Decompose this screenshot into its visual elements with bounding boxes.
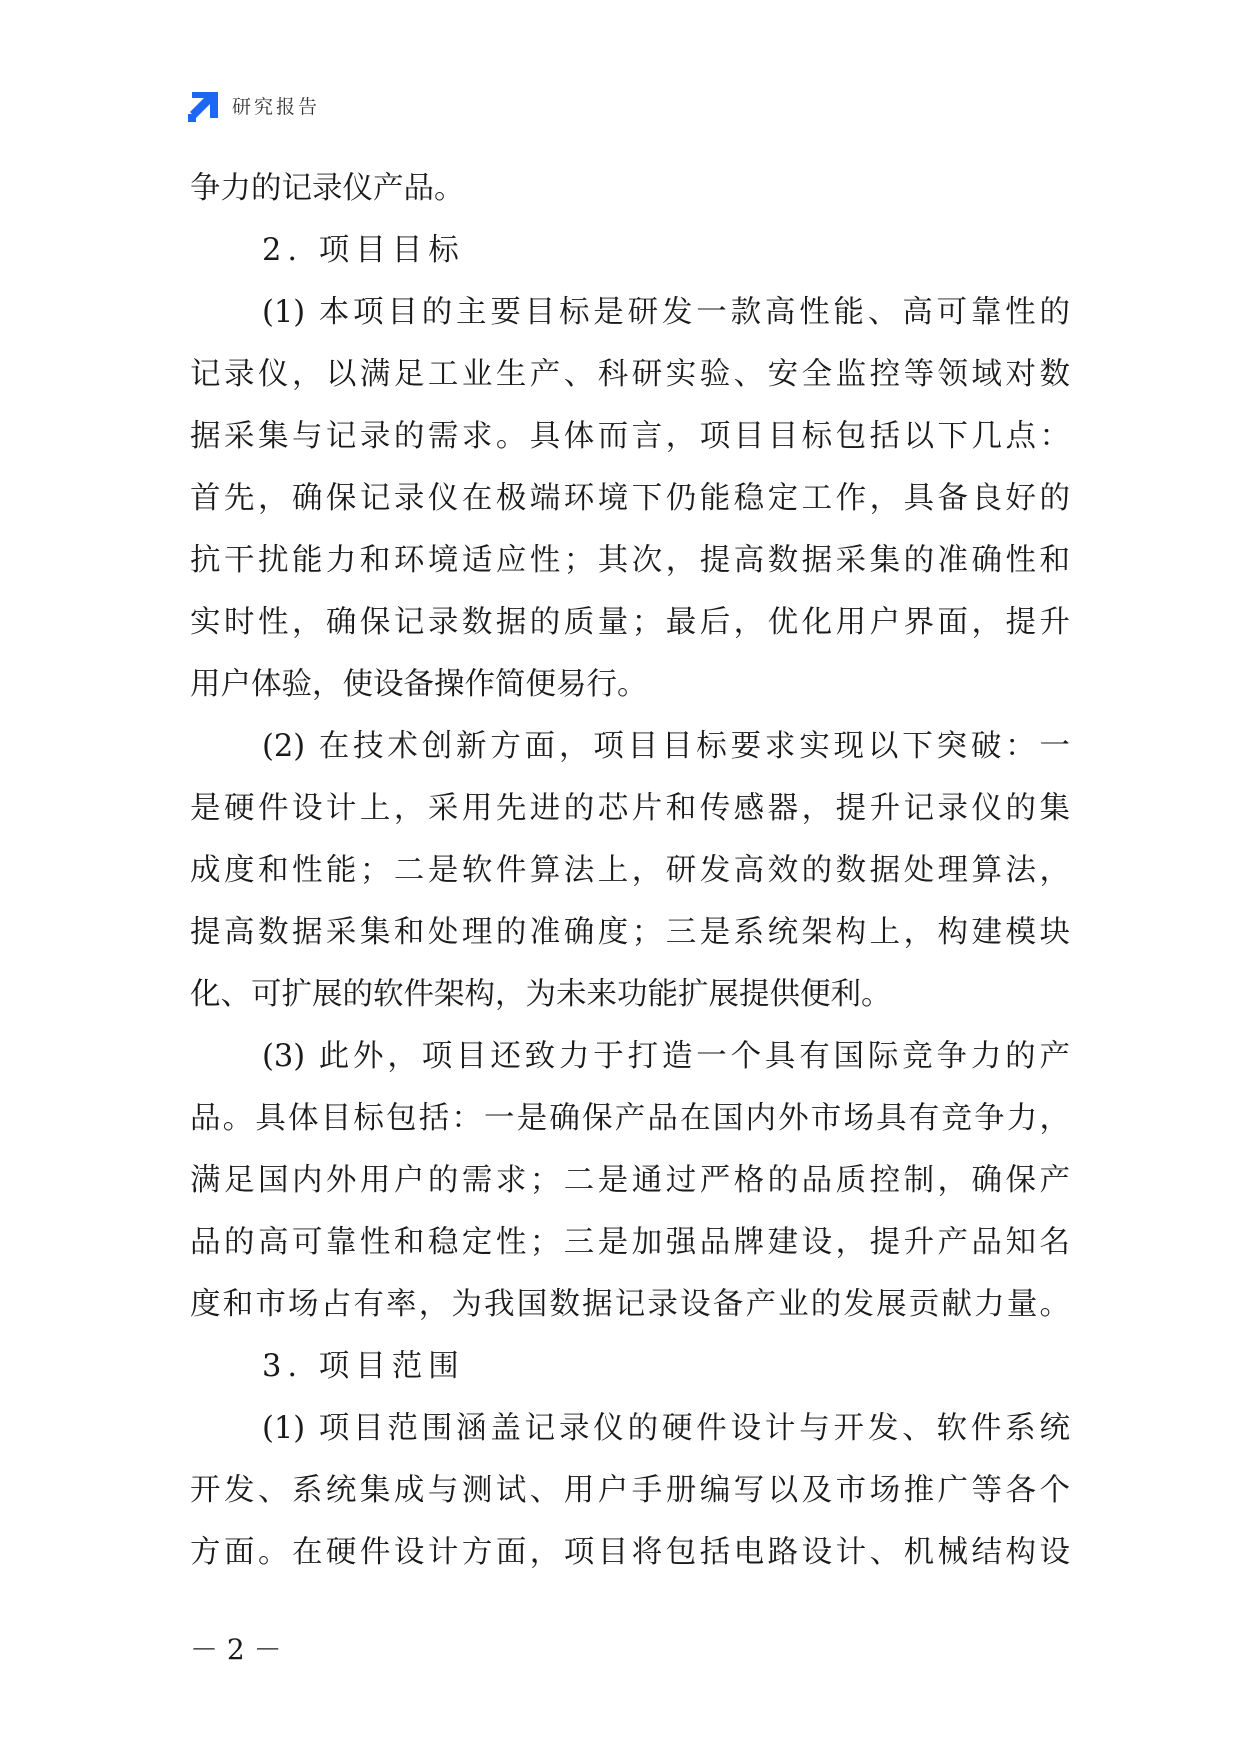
body-line: 争力的记录仪产品。 — [190, 171, 465, 206]
document-body — [190, 158, 1070, 1584]
body-line: 是硬件设计上，采用先进的芯片和传感器，提升记录仪的集 — [190, 791, 1070, 826]
body-line: 记录仪，以满足工业生产、科研实验、安全监控等领域对数 — [190, 357, 1070, 392]
body-line: 方面。在硬件设计方面，项目将包括电路设计、机械结构设 — [190, 1535, 1070, 1570]
section-heading: 3. 项目范围 — [262, 1349, 465, 1384]
body-line: 开发、系统集成与测试、用户手册编写以及市场推广等各个 — [190, 1473, 1070, 1508]
body-line: (1) 本项目的主要目标是研发一款高性能、高可靠性的 — [262, 295, 1070, 330]
body-line: 度和市场占有率，为我国数据记录设备产业的发展贡献力量。 — [190, 1287, 1070, 1322]
body-line: 满足国内外用户的需求；二是通过严格的品质控制，确保产 — [190, 1163, 1070, 1198]
report-header — [188, 88, 320, 122]
body-line: 品。具体目标包括：一是确保产品在国内外市场具有竞争力， — [190, 1101, 1070, 1136]
body-line: 用户体验，使设备操作简便易行。 — [190, 667, 648, 702]
body-line: 据采集与记录的需求。具体而言，项目目标包括以下几点： — [190, 419, 1070, 454]
body-line: (1) 项目范围涵盖记录仪的硬件设计与开发、软件系统 — [262, 1411, 1070, 1446]
body-line: 首先，确保记录仪在极端环境下仍能稳定工作，具备良好的 — [190, 481, 1070, 516]
body-line: (2) 在技术创新方面，项目目标要求实现以下突破：一 — [262, 729, 1070, 764]
body-line: 成度和性能；二是软件算法上，研发高效的数据处理算法， — [190, 853, 1070, 888]
body-line: 品的高可靠性和稳定性；三是加强品牌建设，提升产品知名 — [190, 1225, 1070, 1260]
body-line: 化、可扩展的软件架构，为未来功能扩展提供便利。 — [190, 977, 892, 1012]
arrow-logo-icon — [188, 88, 222, 122]
section-heading: 2. 项目目标 — [262, 233, 465, 268]
body-line: (3) 此外，项目还致力于打造一个具有国际竞争力的产 — [262, 1039, 1070, 1074]
body-line: 实时性，确保记录数据的质量；最后，优化用户界面，提升 — [190, 605, 1070, 640]
page-number: － 2 － — [190, 1633, 282, 1666]
body-line: 提高数据采集和处理的准确度；三是系统架构上，构建模块 — [190, 915, 1070, 950]
header-title: 研究报告 — [232, 95, 321, 118]
body-line: 抗干扰能力和环境适应性；其次，提高数据采集的准确性和 — [190, 543, 1070, 578]
